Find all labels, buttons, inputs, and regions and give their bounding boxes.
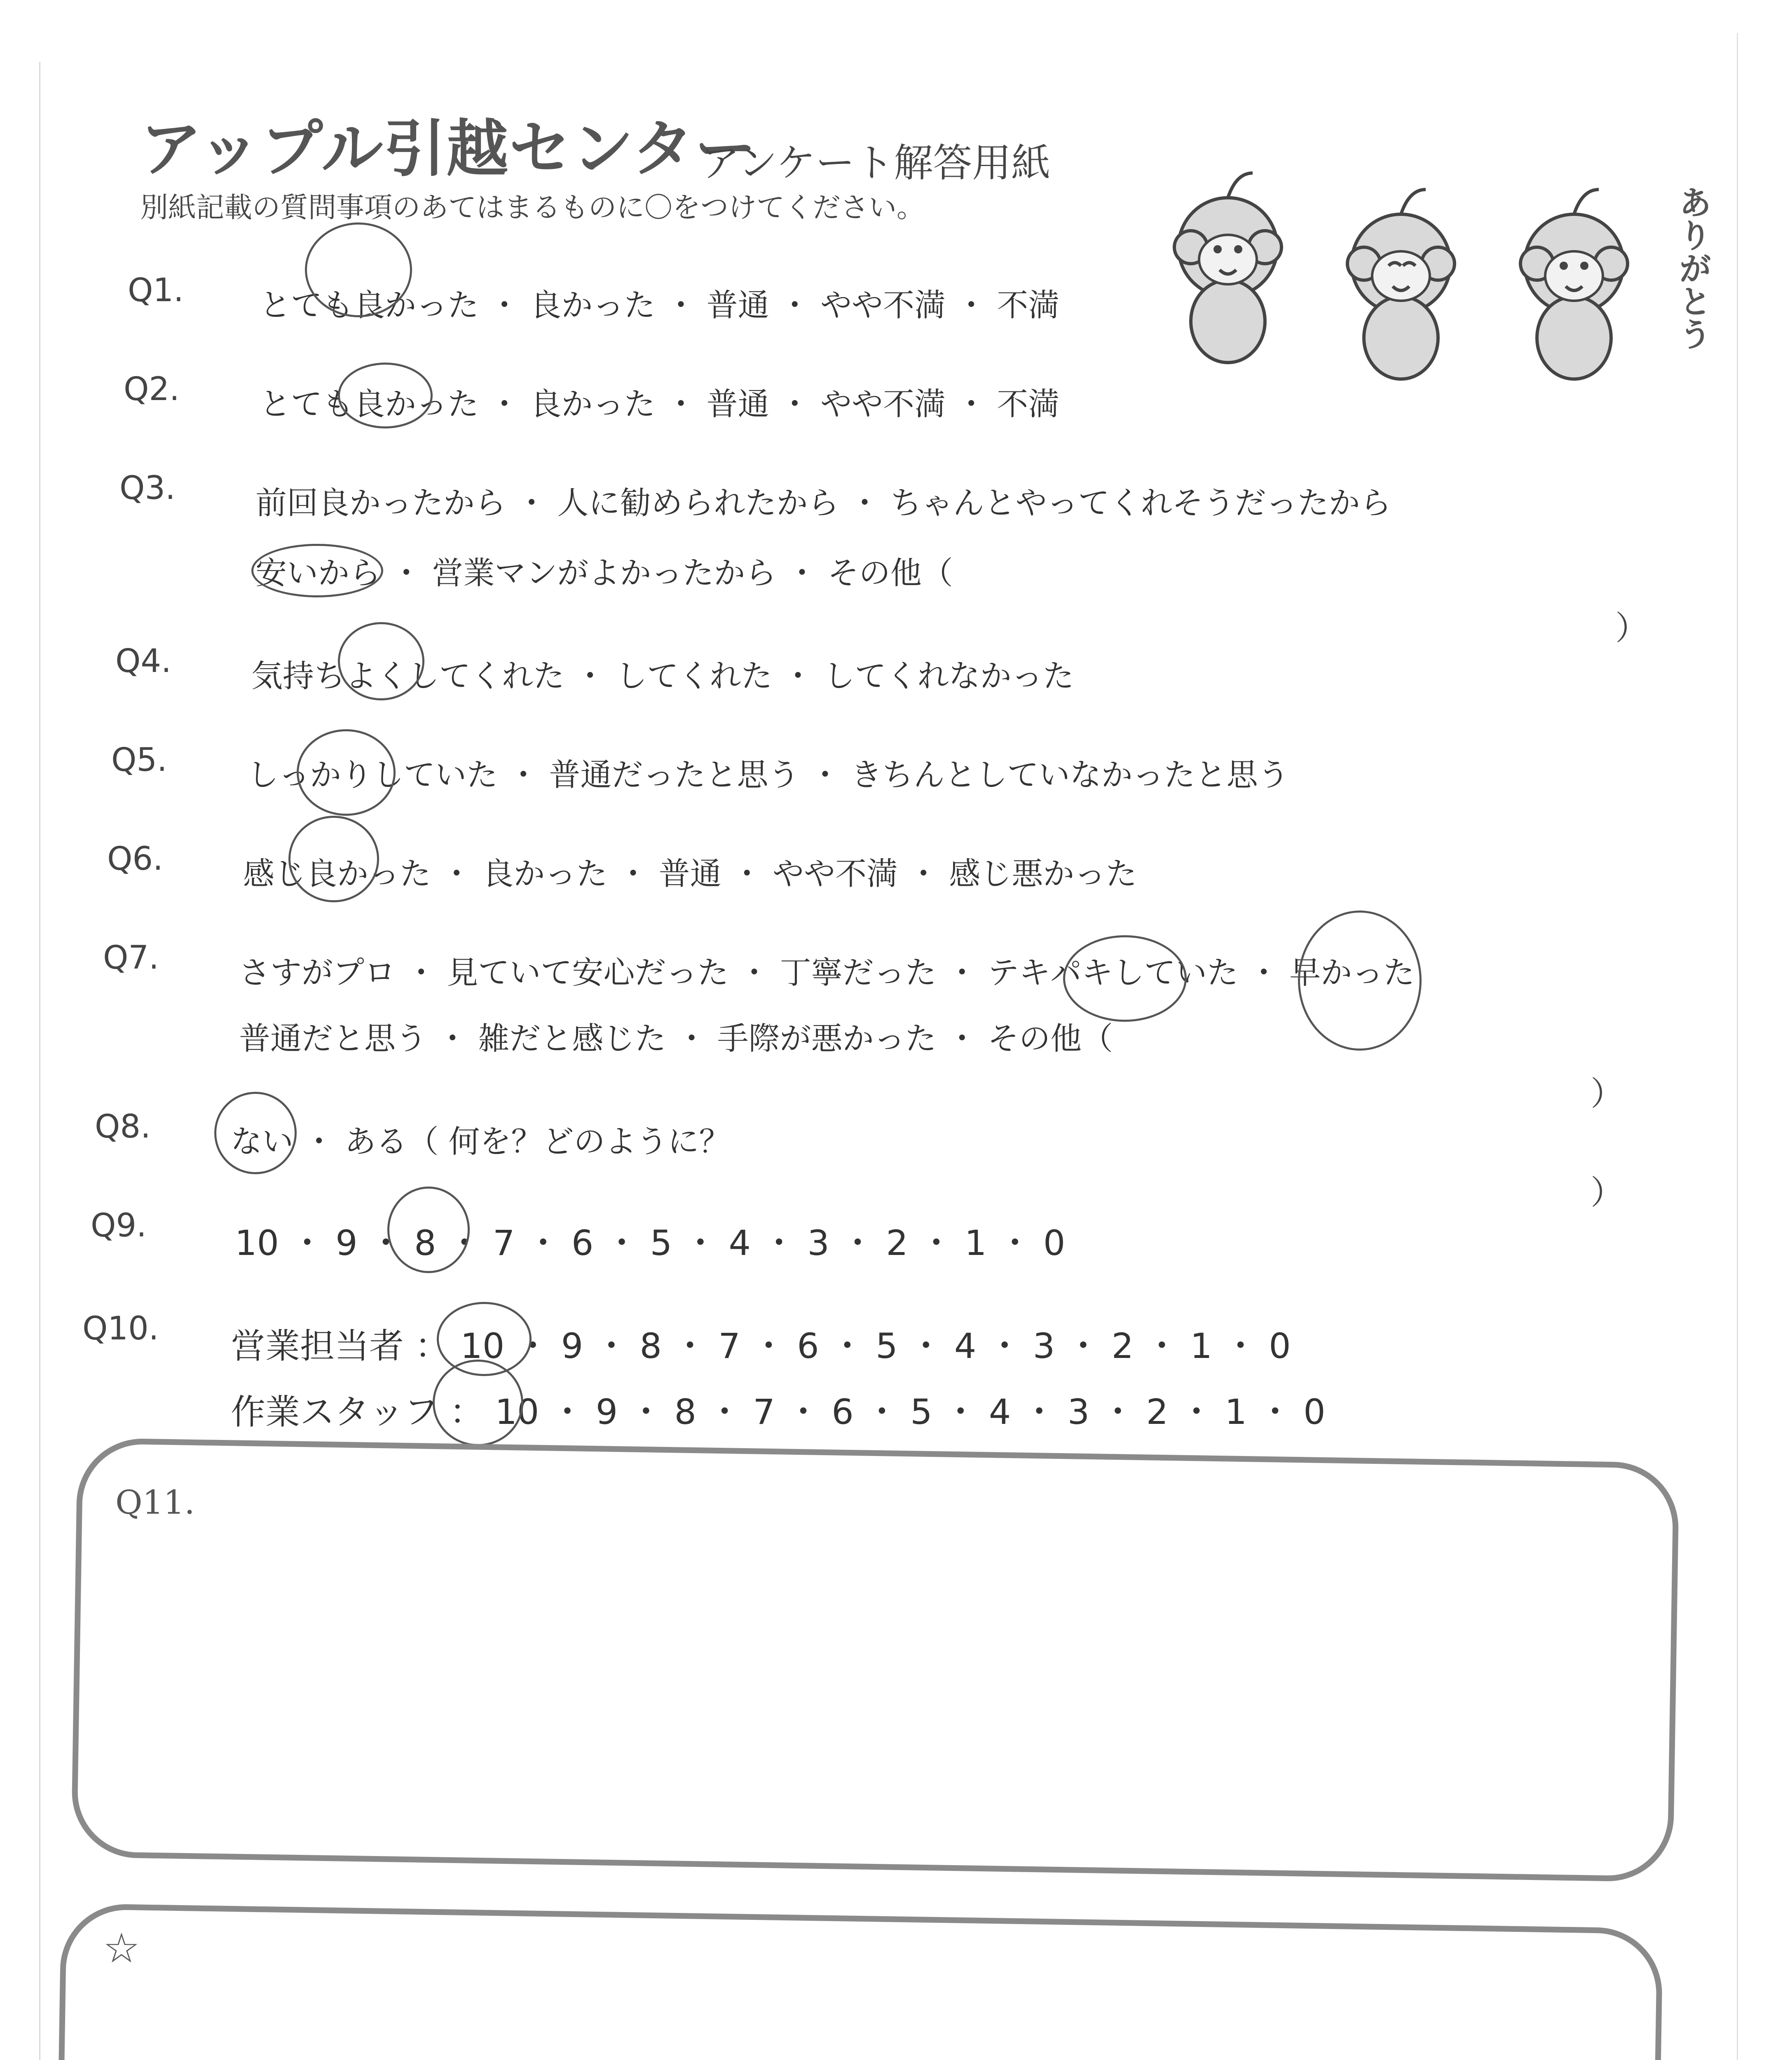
q11-comment-box[interactable] [71,1438,1680,1882]
q1-options: とても良かった ・ 良かった ・ 普通 ・ やや不満 ・ 不満 [260,287,1060,323]
q1-selected-circle [305,222,412,317]
q10-sales-scale: 営業担当者 ： 10 ・ 9 ・ 8 ・ 7 ・ 6 ・ 5 ・ 4 ・ 3 ・ 2 ・ 1 ・ 0 [231,1326,1291,1366]
q10-staff-selected-circle [433,1360,523,1446]
page-edge-right [1737,33,1738,2060]
page-edge-left [39,62,40,2060]
q8-options: ない ・ ある（ 何を？どのように？ [231,1123,731,1160]
q4-selected-circle [338,622,424,700]
q7-label: Q7. [103,939,159,976]
q10-label: Q10. [82,1310,159,1347]
q6-options: 感じ良かった ・ 良かった ・ 普通 ・ やや不満 ・ 感じ悪かった [243,855,1137,892]
q3-label: Q3. [119,470,176,507]
q3-options-line1: 前回良かったから ・ 人に勧められたから ・ ちゃんとやってくれそうだったから [255,485,1391,521]
q7-selected-circle-tekipaki [1063,935,1187,1022]
q6-selected-circle [288,816,379,902]
star-icon: ☆ [103,1924,140,1972]
q5-options: しっかりしていた ・ 普通だったと思う ・ きちんとしていなかったと思う [247,756,1289,793]
q7-close-paren: ） [1591,1074,1623,1113]
form-subtitle: アンケート解答用紙 [700,140,1051,186]
q8-label: Q8. [95,1108,151,1145]
q9-scale: 10 ・ 9 ・ 8 ・ 7 ・ 6 ・ 5 ・ 4 ・ 3 ・ 2 ・ 1 ・ 0 [235,1223,1066,1263]
q9-selected-circle [387,1187,470,1273]
q5-selected-circle [297,729,396,816]
q4-options: 気持ちよくしてくれた ・ してくれた ・ してくれなかった [251,658,1074,694]
q8-close-paren: ） [1591,1173,1623,1212]
thanks-text: ありがとう [1673,185,1712,350]
q3-options-line2: 安いから ・ 営業マンがよかったから ・ その他（ [255,555,953,591]
q6-label: Q6. [107,840,163,878]
q5-label: Q5. [111,742,167,779]
q9-label: Q9. [91,1207,147,1244]
q7-options-line1: さすがプロ ・ 見ていて安心だった ・ 丁寧だった ・ テキパキしていた ・ 早かった [239,954,1415,991]
q11-label: Q11. [115,1483,195,1522]
q2-selected-circle [338,363,433,428]
q2-options: とても良かった ・ 良かった ・ 普通 ・ やや不満 ・ 不満 [260,386,1060,422]
q3-selected-circle [251,544,383,597]
monkey-mascots-illustration [1145,157,1681,383]
q10-staff-scale: 作業スタッフ ： 10 ・ 9 ・ 8 ・ 7 ・ 6 ・ 5 ・ 4 ・ 3 ・ 2 ・ 1 ・ 0 [231,1392,1326,1432]
q1-label: Q1. [128,272,184,309]
q7-selected-circle-hayakatta [1298,911,1422,1051]
q8-selected-circle [214,1092,297,1174]
form-instruction: 別紙記載の質問事項のあてはまるものに〇をつけてください。 [140,192,925,224]
star-comment-box[interactable] [54,1903,1663,2060]
q7-options-line2: 普通だと思う ・ 雑だと感じた ・ 手際が悪かった ・ その他（ [239,1020,1113,1057]
form-title: アップル引越センター [140,113,757,185]
q2-label: Q2. [124,371,180,408]
q4-label: Q4. [115,643,171,680]
q3-close-paren: ） [1615,609,1648,647]
